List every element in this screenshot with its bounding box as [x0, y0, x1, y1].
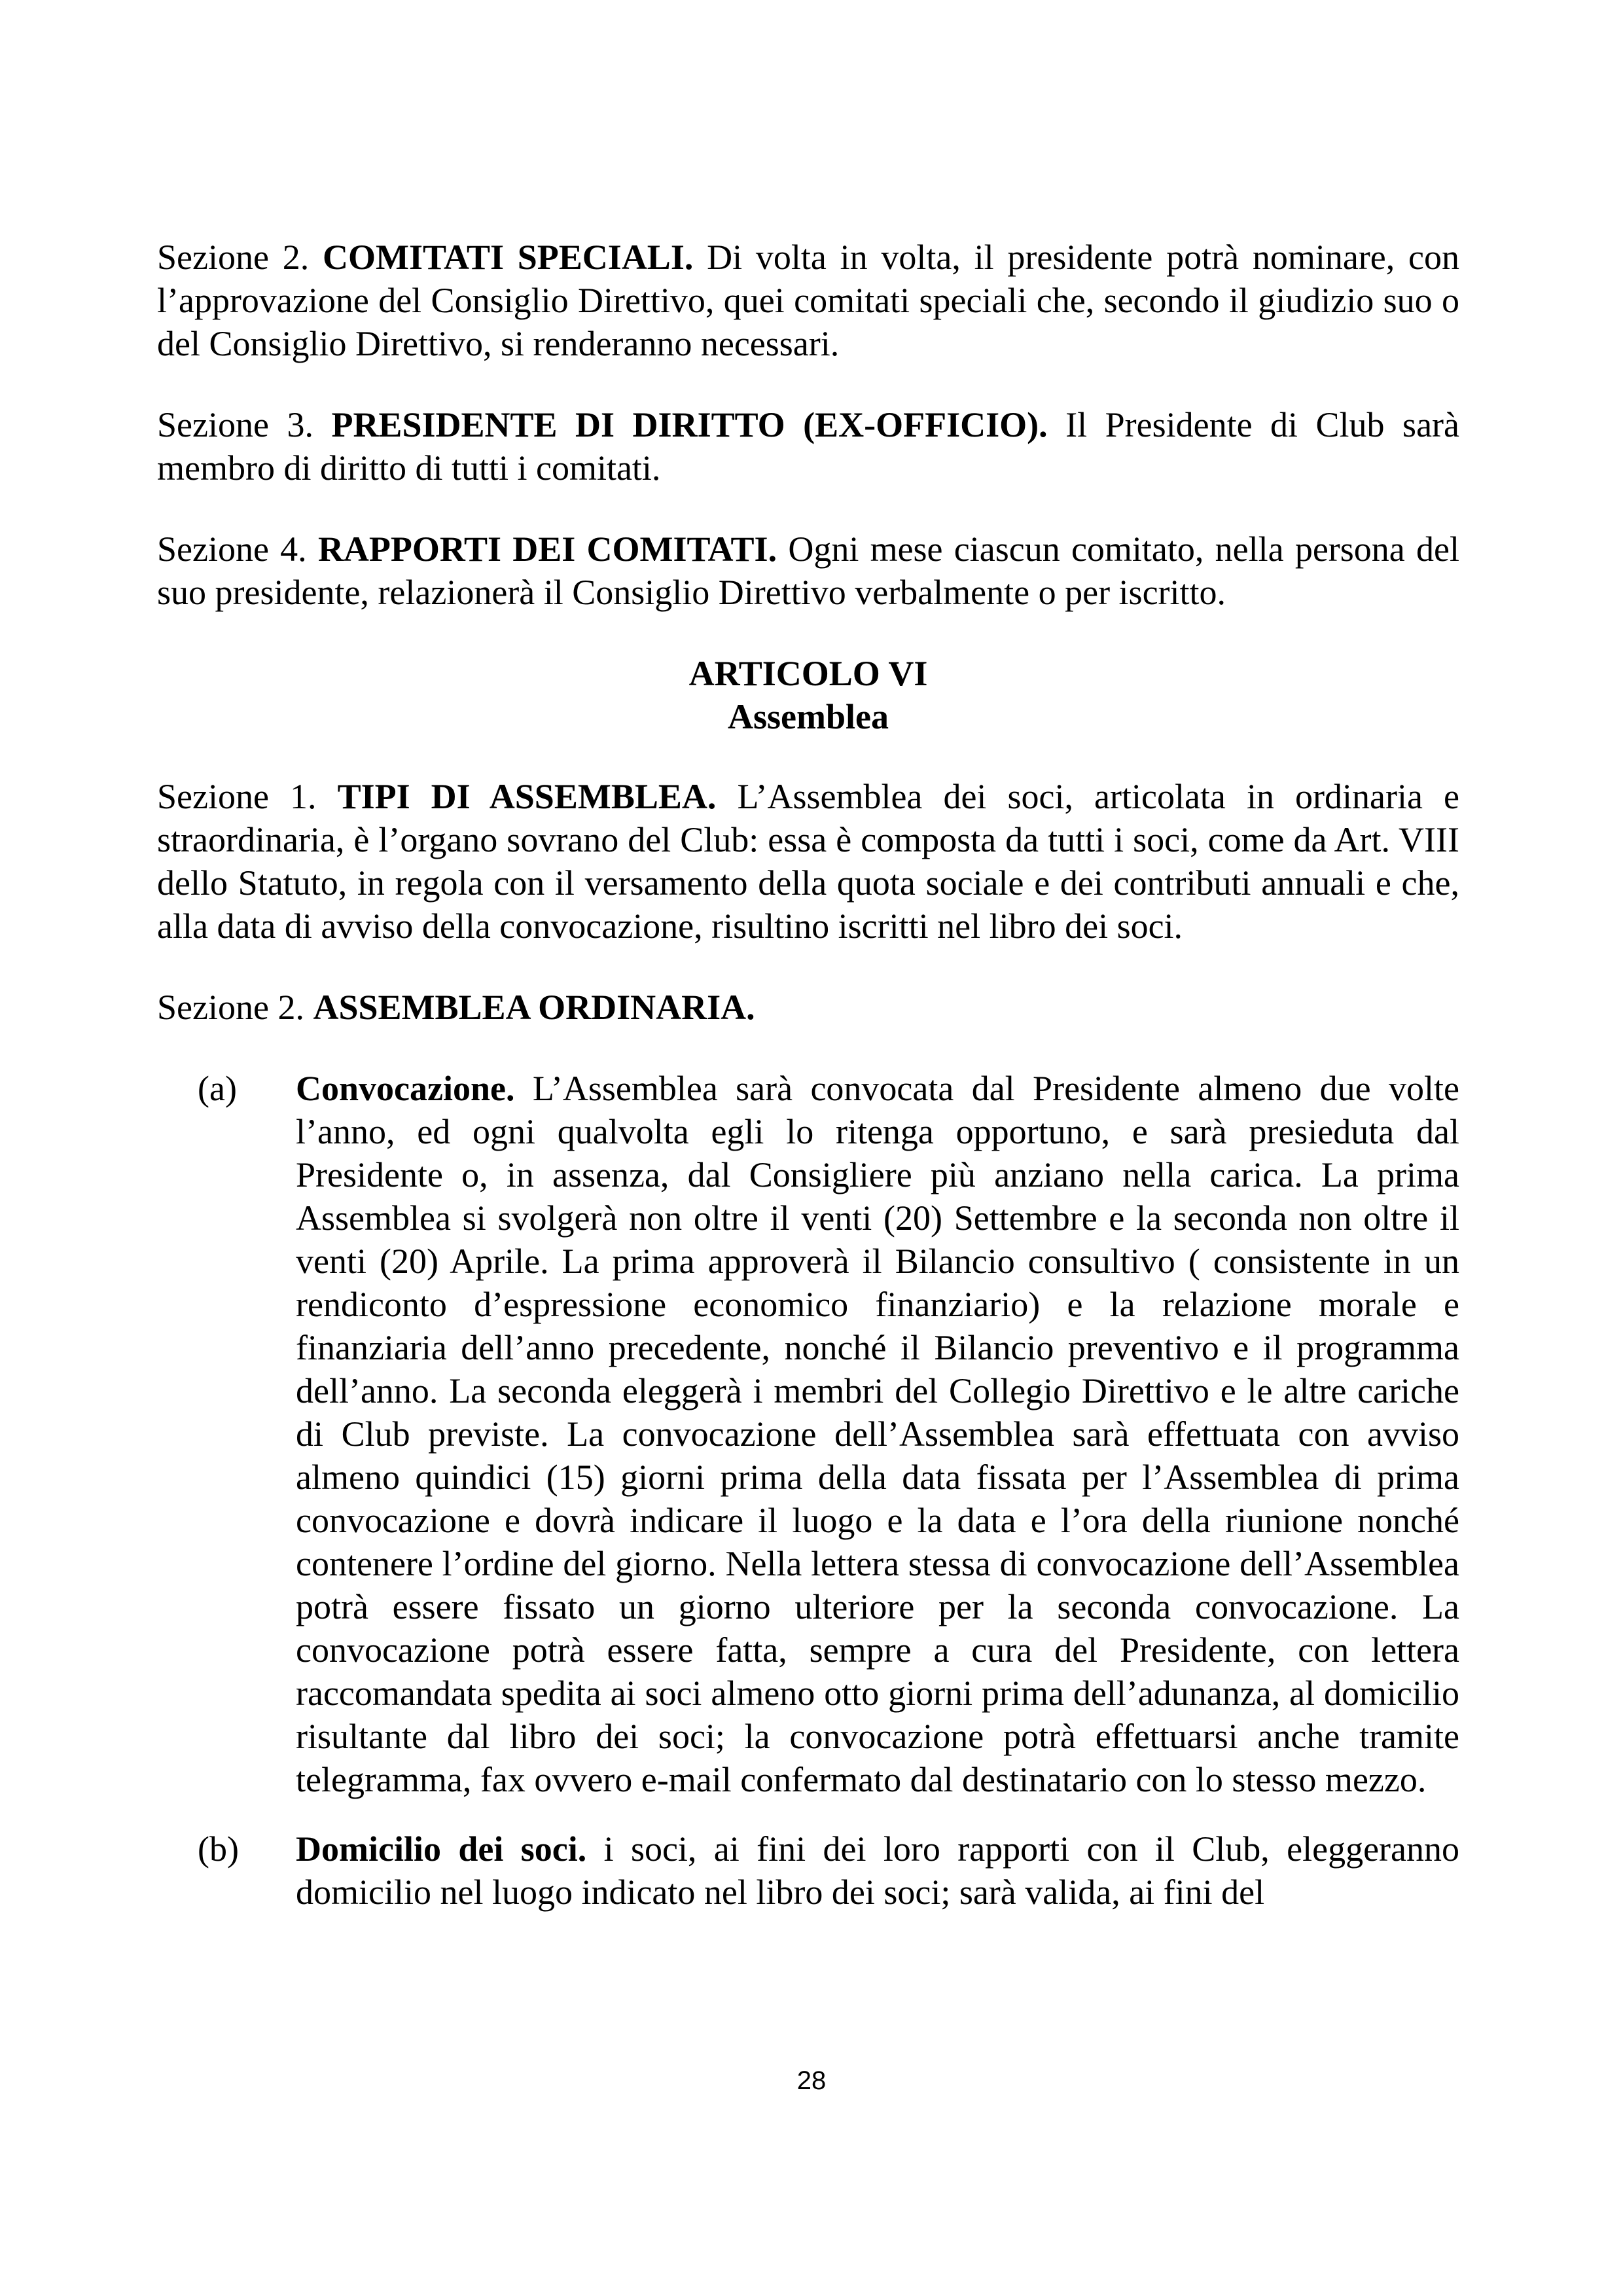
section-text: Ogni mese ciascun comitato, nella persona del suo presidente, relazionerà il Consiglio Direttivo verbalmente o per iscritto.	[157, 529, 1459, 612]
list-marker: (a)	[198, 1069, 237, 1108]
item-title: Domicilio dei soci.	[296, 1829, 587, 1869]
section-title: COMITATI SPECIALI.	[322, 238, 694, 277]
article-heading	[157, 652, 1459, 738]
document-page	[157, 236, 1459, 1940]
item-title: Convocazione.	[296, 1069, 515, 1108]
article-number: ARTICOLO VI	[688, 654, 928, 693]
section-title: ASSEMBLEA ORDINARIA.	[313, 988, 755, 1027]
section-1-tipi-di-assemblea	[157, 775, 1459, 948]
section-title: RAPPORTI DEI COMITATI.	[317, 529, 777, 569]
section-prefix: Sezione 4.	[157, 529, 318, 569]
section-3-presidente-di-diritto	[157, 403, 1459, 490]
section-2-assemblea-ordinaria	[157, 986, 1459, 1029]
section-text: Di volta in volta, il presidente potrà nominare, con l’approvazione del Consiglio Direttivo, quei comitati speciali che, secondo il giudizio suo o del Consiglio Direttivo, si renderanno necessari.	[157, 238, 1459, 363]
section-2-comitati-speciali	[157, 236, 1459, 365]
section-title: PRESIDENTE DI DIRITTO (EX-OFFICIO).	[331, 405, 1048, 444]
article-name: Assemblea	[728, 697, 889, 736]
item-text: L’Assemblea sarà convocata dal Presidente almeno due volte l’anno, ed ogni qualvolta egli lo ritenga opportuno, e sarà presieduta dal Presidente o, in assenza, dal Consigliere più anziano nella carica. La prima Assemblea si svolgerà non oltre il venti (20) Settembre e la seconda non oltre il venti (20) Aprile. La prima approverà il Bilancio consultivo ( consistente in un rendiconto d’espressione economico finanziario) e la relazione morale e finanziaria dell’anno precedente, nonché il Bilancio preventivo e il programma dell’anno. La seconda eleggerà i membri del Collegio Direttivo e le altre cariche di Club previste. La convocazione dell’Assemblea sarà effettuata con avviso almeno quindici (15) giorni prima della data fissata per l’Assemblea di prima convocazione e dovrà indicare il luogo e la data e l’ora della riunione nonché contenere l’ordine del giorno. Nella lettera stessa di convocazione dell’Assemblea potrà essere fissato un giorno ulteriore per la seconda convocazione. La convocazione potrà essere fatta, sempre a cura del Presidente, con lettera raccomandata spedita ai soci almeno otto giorni prima dell’adunanza, al domicilio risultante dal libro dei soci; la convocazione potrà effettuarsi anche tramite telegramma, fax ovvero e-mail confermato dal destinatario con lo stesso mezzo.	[296, 1069, 1459, 1799]
section-prefix: Sezione 1.	[157, 777, 338, 816]
section-prefix: Sezione 3.	[157, 405, 332, 444]
section-text: L’Assemblea dei soci, articolata in ordinaria e straordinaria, è l’organo sovrano del Club: essa è composta da tutti i soci, come da Art. VIII dello Statuto, in regola con il versamento della quota sociale e dei contributi annuali e che, alla data di avviso della convocazione, risultino iscritti nel libro dei soci.	[157, 777, 1459, 946]
list-item-domicilio-dei-soci	[198, 1827, 1459, 1914]
page-number: 28	[796, 2066, 827, 2095]
list-marker: (b)	[198, 1829, 239, 1869]
section-title: TIPI DI ASSEMBLEA.	[337, 777, 717, 816]
section-prefix: Sezione 2.	[157, 988, 313, 1027]
section-4-rapporti-dei-comitati	[157, 528, 1459, 614]
item-text: i soci, ai fini dei loro rapporti con il Club, eleggeranno domicilio nel luogo indicato nel libro dei soci; sarà valida, ai fini del	[296, 1829, 1459, 1912]
section-text: Il Presidente di Club sarà membro di diritto di tutti i comitati.	[157, 405, 1459, 488]
list-item-convocazione	[198, 1067, 1459, 1801]
section-prefix: Sezione 2.	[157, 238, 323, 277]
